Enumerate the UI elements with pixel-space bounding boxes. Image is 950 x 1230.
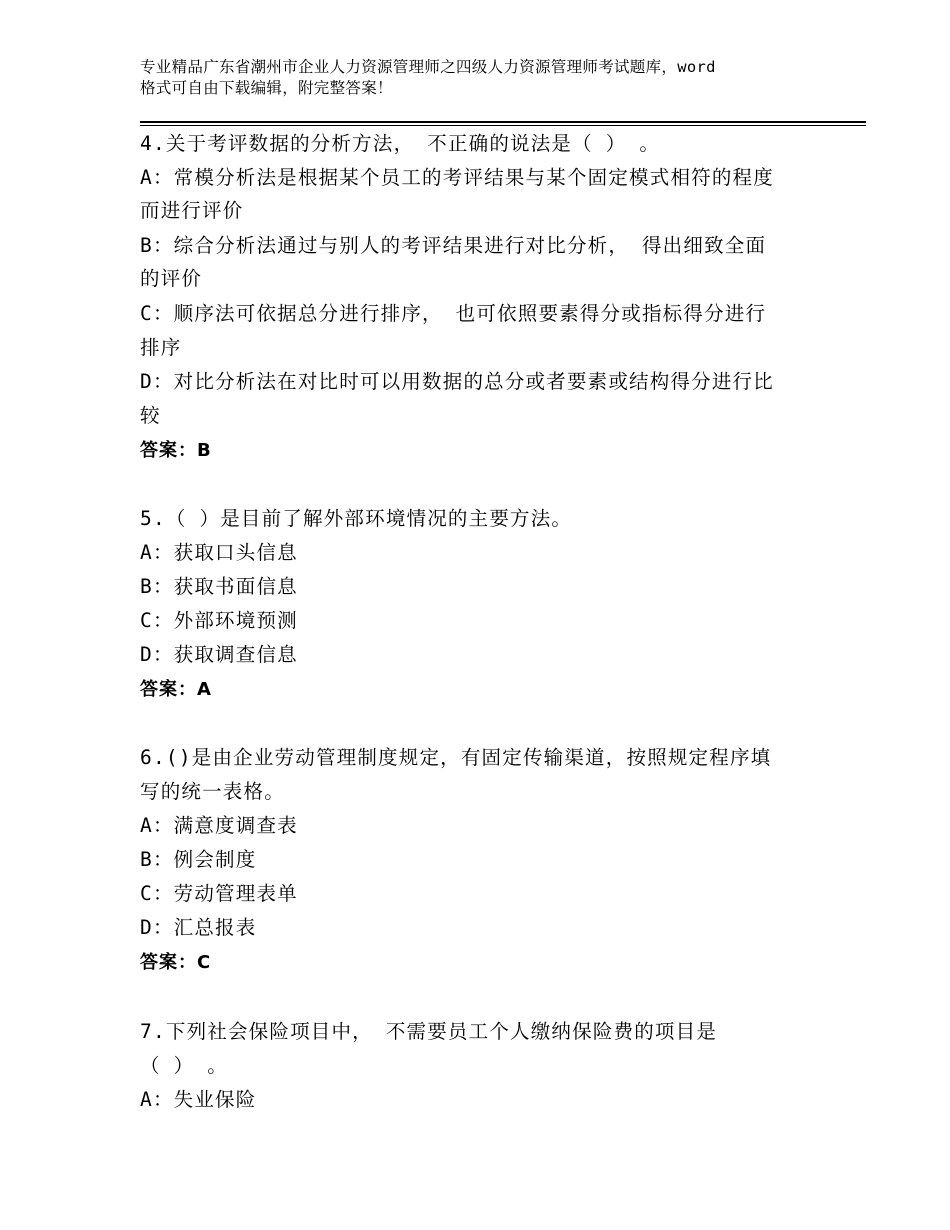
header-line-2: 格式可自由下载编辑，附完整答案！ (140, 79, 393, 97)
question-5-answer: 答案：A (140, 679, 212, 700)
question-4-option-d-line-1: D：对比分析法在对比时可以用数据的总分或者要素或结构得分进行比 (140, 370, 774, 393)
question-5-option-b: B：获取书面信息 (140, 575, 298, 598)
question-6-option-d: D：汇总报表 (140, 916, 257, 939)
question-4-option-a-line-2: 而进行评价 (140, 199, 244, 222)
question-7-stem-line-1: 7.下列社会保险项目中， 不需要员工个人缴纳保险费的项目是 (140, 1020, 718, 1043)
question-5-option-c: C：外部环境预测 (140, 609, 298, 632)
question-4-option-a-line-1: A：常模分析法是根据某个员工的考评结果与某个固定模式相符的程度 (140, 166, 774, 189)
question-6-option-c: C：劳动管理表单 (140, 882, 298, 905)
question-5-stem: 5.（ ）是目前了解外部环境情况的主要方法。 (140, 507, 573, 530)
question-4-answer: 答案：B (140, 440, 212, 461)
document-header (140, 57, 820, 99)
question-6-option-a: A：满意度调查表 (140, 814, 298, 837)
question-7-stem-line-2: （ ） 。 (140, 1054, 228, 1077)
question-7-option-a: A：失业保险 (140, 1088, 257, 1111)
question-4-option-d-line-2: 较 (140, 404, 161, 427)
question-4-option-c-line-1: C：顺序法可依据总分进行排序， 也可依照要素得分或指标得分进行 (140, 302, 767, 325)
header-divider-thin (140, 125, 866, 126)
question-6-stem-line-2: 写的统一表格。 (140, 780, 285, 803)
question-4-option-c-line-2: 排序 (140, 336, 182, 359)
question-4-stem: 4.关于考评数据的分析方法， 不正确的说法是（ ） 。 (140, 132, 661, 155)
question-5-option-a: A：获取口头信息 (140, 541, 298, 564)
header-line-1: 专业精品广东省潮州市企业人力资源管理师之四级人力资源管理师考试题库，word (140, 58, 716, 76)
question-5-option-d: D：获取调查信息 (140, 643, 298, 666)
question-6-stem-line-1: 6.()是由企业劳动管理制度规定，有固定传输渠道，按照规定程序填 (140, 746, 772, 769)
question-4-option-b-line-1: B：综合分析法通过与别人的考评结果进行对比分析， 得出细致全面 (140, 234, 767, 257)
question-6-option-b: B：例会制度 (140, 848, 257, 871)
question-6-answer: 答案：C (140, 952, 212, 973)
header-divider-thick (140, 121, 866, 123)
question-4-option-b-line-2: 的评价 (140, 267, 203, 290)
